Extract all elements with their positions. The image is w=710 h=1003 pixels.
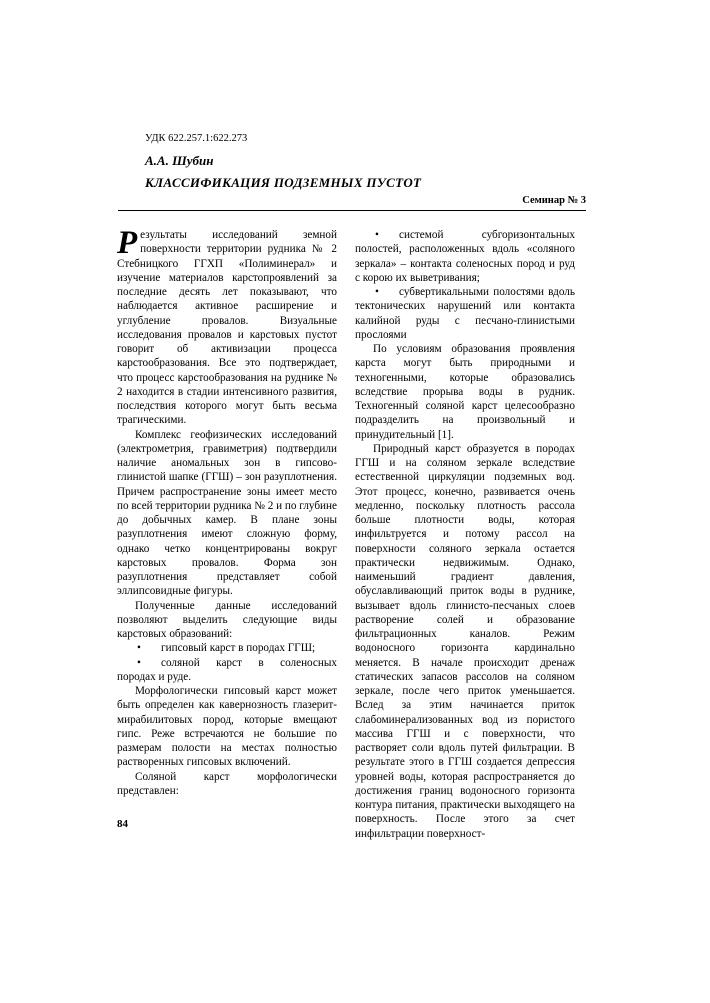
- seminar-label: Семинар № 3: [522, 195, 586, 206]
- paragraph-formation-conditions: По условиям образования проявления карста могут быть природными и техногенными, которые образовались вследствие прорыва воды в рудник. Техногенный соляной карст целесообразно подразделить на произвольный и принудительный [1].: [355, 343, 575, 441]
- bullet-icon: •: [137, 656, 141, 669]
- udk-code: УДК 622.257.1:622.273: [145, 133, 248, 144]
- list-item-text: соляной карст в соленосных породах и руде.: [117, 656, 337, 683]
- list-item-text: субвертикальными полостями вдоль тектонических нарушений или контакта калийной руды с песчано-глинистыми прослоями: [355, 286, 575, 341]
- paragraph-intro-text: езультаты исследований земной поверхности территории рудника № 2 Стебницкого ГГХП «Полиминерал» и изучение материалов карстопроявлений за последние десять лет показывают, что наблюдается активное расширение и углубление провалов. Визуальные исследования провалов и карстовых пустот говорит об активизации процесса карстообразования. Все это подтверждает, что процесс карстообразования на руднике № 2 находится в стадии интенсивного развития, последствия которого могут быть весьма трагическими.: [117, 229, 337, 427]
- article-title: КЛАССИФИКАЦИЯ ПОДЗЕМНЫХ ПУСТОТ: [145, 175, 422, 190]
- page-number: 84: [117, 818, 128, 830]
- paragraph-salt-karst: Соляной карст морфологически представлен:: [117, 770, 337, 797]
- bullet-icon: •: [137, 642, 141, 655]
- author-name: А.А. Шубин: [145, 153, 214, 168]
- paragraph-karst-types: Полученные данные исследований позволяют выделить следующие виды карстовых образований:: [117, 599, 337, 640]
- paragraph-natural-karst: Природный карст образуется в породах ГГШ и на соляном зеркале вследствие естественной циркуляции подземных вод. Этот процесс, конечно, развивается очень медленно, поскольку плотность рассола больше плотности воды, которая инфильтруется и потому рассол на поверхности соляного зеркала остается практически недвижимым. Однако, наименьший градиент давления, обуславливающий приток воды в руднике, вызывает вдоль глинисто-песчаных слоев растворение солей и образование фильтрационных каналов. Режим водоносного горизонта кардинально меняется. В начале происходит дренаж статических запасов рассолов на соляном зеркале, после чего приток уменьшается. Вслед за этим начинается приток слабоминерализованных вод из пористого массива ГГШ и с поверхности, что растворяет соли вдоль путей фильтрации. В результате этого в ГГШ создается депрессия уровней воды, которая распространяется до достижения границ водоносного горизонта контура питания, практически выходящего на поверхность. После этого за счет инфильтрации поверхност-: [355, 442, 575, 840]
- list-item-text: гипсовый карст в породах ГГШ;: [161, 642, 316, 655]
- list-item-text: системой субгоризонтальных полостей, расположенных вдоль «соляного зеркала» – контакта соленосных пород и руд с корою их выветривания;: [355, 229, 575, 284]
- list-item: [117, 641, 337, 655]
- paragraph-gypsum-karst: Морфологически гипсовый карст может быть определен как кавернозность глазерит-мирабилитовых пород, которые вмещают гипс. Реже встречаются не большие по размерам полости на местах полностью растворенных гипсовых включений.: [117, 685, 337, 769]
- header-divider: [118, 210, 586, 211]
- paragraph-geophysics: Комплекс геофизических исследований (электрометрия, гравиметрия) подтвердили наличие аномальных зон в гипсово-глинистой шапке (ГГШ) – зон разуплотнения. Причем распространение зоны имеет место по всей территории рудника № 2 и по глубине до добычных камер. В плане зоны разуплотнения имеют сложную форму, однако четко концентрированы вокруг карстовых провалов. Форма зон разуплотнения представляет собой эллипсовидные фигуры.: [117, 428, 337, 598]
- bullet-icon: •: [375, 229, 379, 241]
- right-column: [355, 228, 575, 841]
- list-item: [355, 228, 575, 285]
- paragraph-intro: [117, 225, 337, 428]
- list-item: [355, 285, 575, 342]
- left-column: [117, 225, 337, 798]
- bullet-icon: •: [375, 286, 379, 298]
- drop-cap: Р: [117, 225, 138, 261]
- list-item: [117, 656, 337, 685]
